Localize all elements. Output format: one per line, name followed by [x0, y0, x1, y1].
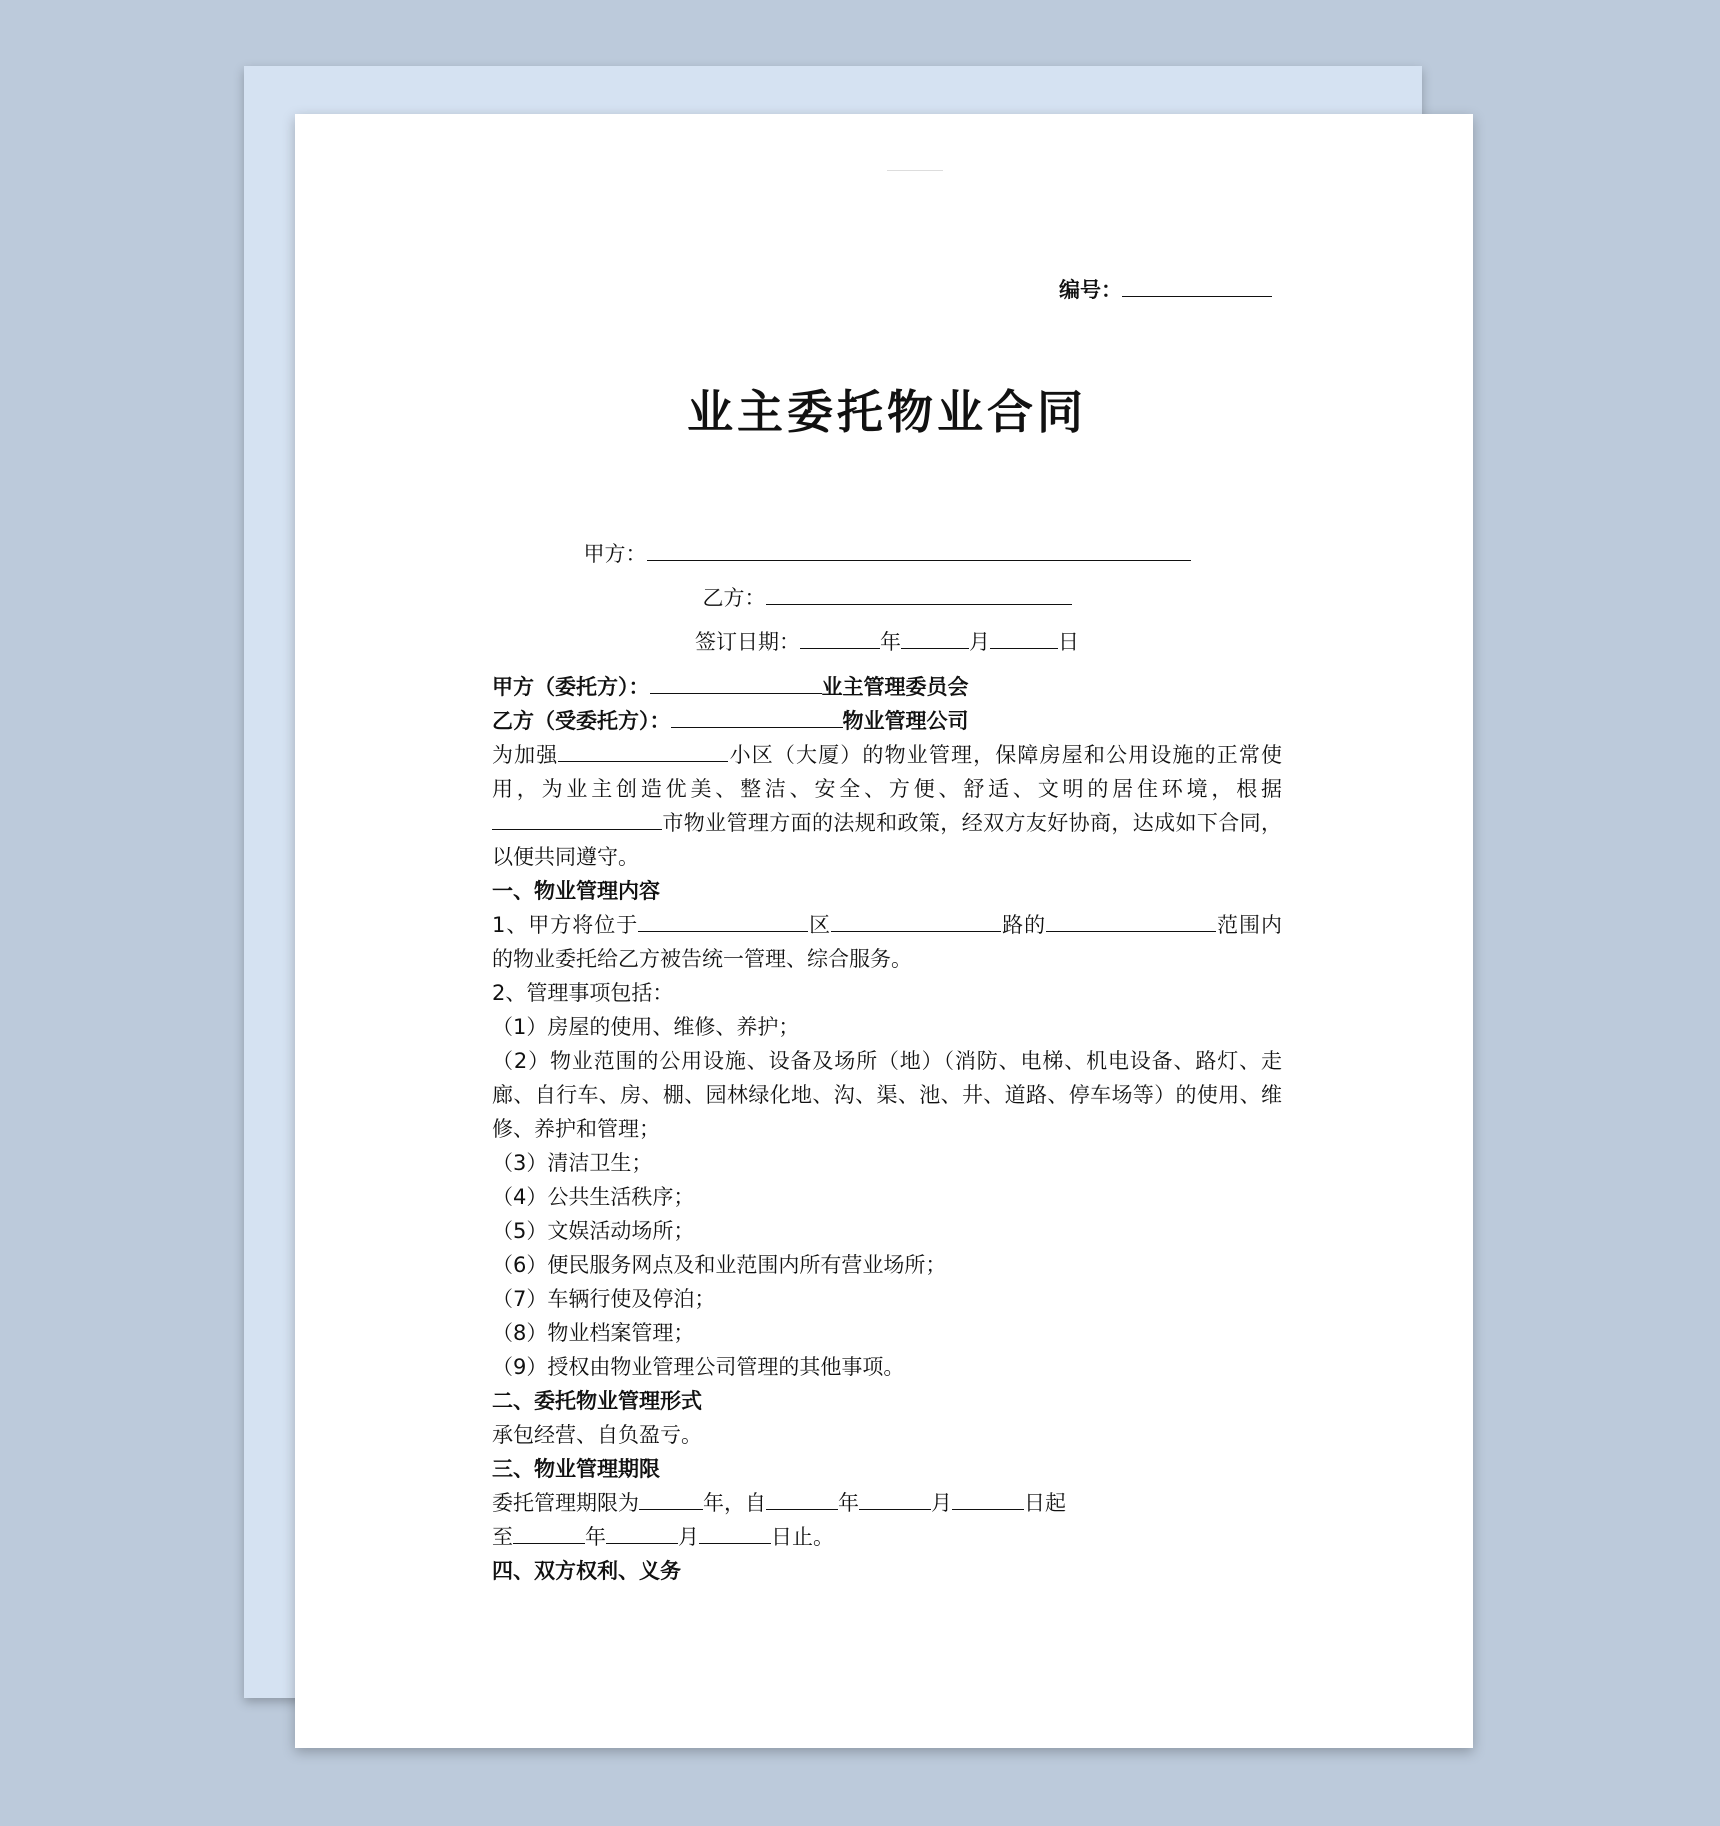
- term-text: 年: [585, 1525, 606, 1549]
- cover-party-b: [492, 582, 1282, 612]
- blank: [901, 626, 969, 649]
- blank: [492, 807, 662, 830]
- party-b-suffix: 物业管理公司: [842, 709, 969, 733]
- blank: [558, 739, 728, 762]
- matter-item: （1）房屋的使用、维修、养护；: [492, 1015, 800, 1039]
- matter-item: （9）授权由物业管理公司管理的其他事项。: [492, 1355, 905, 1379]
- party-a-line: [492, 670, 1282, 704]
- term-line-2: [492, 1520, 1282, 1554]
- blank: [699, 1521, 771, 1544]
- blank: [831, 909, 1001, 932]
- contract-number: [1059, 274, 1272, 304]
- document-title: 业主委托物业合同: [687, 385, 1087, 439]
- section-2-text: 承包经营、自负盈亏。: [492, 1423, 702, 1447]
- term-text: 至: [492, 1525, 513, 1549]
- matter-item: （3）清洁卫生；: [492, 1151, 653, 1175]
- party-b-line: [492, 704, 1282, 738]
- intro-text: 市物业管理方面的法规和政策，经双方友好协商，达成如下合同，以便共同遵守。: [492, 811, 1282, 869]
- page-mark: [887, 170, 943, 171]
- section-4-title: 四、双方权利、义务: [492, 1559, 681, 1583]
- blank: [766, 1487, 838, 1510]
- party-a-prefix: 甲方（委托方）：: [492, 675, 650, 699]
- term-text: 日止。: [771, 1525, 834, 1549]
- item-text: 区: [808, 913, 832, 937]
- day-label: 日: [1058, 630, 1079, 655]
- year-label: 年: [880, 630, 901, 655]
- party-a-suffix: 业主管理委员会: [821, 675, 969, 699]
- section-1-title: 一、物业管理内容: [492, 879, 660, 903]
- matter-item: （4）公共生活秩序；: [492, 1185, 695, 1209]
- blank: [513, 1521, 585, 1544]
- matter-item: （2）物业范围的公用设施、设备及场所（地）（消防、电梯、机电设备、路灯、走廊、自行车、房、棚、园林绿化地、沟、渠、池、井、道路、停车场等）的使用、维修、养护和管理；: [492, 1049, 1282, 1141]
- term-text: 委托管理期限为: [492, 1491, 639, 1515]
- contract-body: [492, 670, 1282, 1588]
- section-3-title: 三、物业管理期限: [492, 1457, 660, 1481]
- month-label: 月: [969, 630, 990, 655]
- blank: [639, 1487, 703, 1510]
- party-b-prefix: 乙方（受委托方）：: [492, 709, 671, 733]
- document-page: [295, 114, 1473, 1748]
- matter-item: （5）文娱活动场所；: [492, 1219, 695, 1243]
- blank: [859, 1487, 931, 1510]
- item-text: 1、甲方将位于: [492, 913, 639, 937]
- item-text: 路的: [1001, 913, 1047, 937]
- blank: [671, 705, 843, 728]
- section-1-item-1: [492, 908, 1282, 976]
- contract-number-label: 编号：: [1059, 278, 1122, 303]
- matter-item: （8）物业档案管理；: [492, 1321, 695, 1345]
- matter-item: （6）便民服务网点及和业范围内所有营业场所；: [492, 1253, 947, 1277]
- term-text: 年，自: [703, 1491, 766, 1515]
- section-1-item-2: 2、管理事项包括：: [492, 981, 674, 1005]
- matter-item: （7）车辆行使及停泊；: [492, 1287, 716, 1311]
- blank: [606, 1521, 678, 1544]
- blank: [650, 671, 822, 694]
- cover-party-b-label: 乙方：: [702, 586, 766, 611]
- cover-party-b-blank: [766, 582, 1072, 605]
- term-text: 日起: [1024, 1491, 1066, 1515]
- intro-text: 为加强: [492, 743, 559, 767]
- sign-date-label: 签订日期：: [695, 630, 800, 655]
- intro-text: 小区（大厦）的物业管理，保障房屋和公用设施的正常使用，为业主创造优美、整洁、安全、方便、舒适、文明的居住环境，根据: [492, 743, 1283, 801]
- item-text: 范围内的物业委托给乙方被告统一管理、综合服务。: [492, 913, 1283, 971]
- intro-paragraph: [492, 738, 1282, 874]
- term-line-1: [492, 1486, 1282, 1520]
- section-2-title: 二、委托物业管理形式: [492, 1389, 702, 1413]
- blank: [1046, 909, 1216, 932]
- blank: [800, 626, 880, 649]
- blank: [638, 909, 808, 932]
- term-text: 年: [838, 1491, 859, 1515]
- cover-party-a: [492, 538, 1282, 568]
- term-text: 月: [931, 1491, 952, 1515]
- blank: [952, 1487, 1024, 1510]
- cover-party-a-label: 甲方：: [583, 542, 647, 567]
- cover-sign-date: [492, 626, 1282, 656]
- contract-number-blank: [1122, 274, 1272, 297]
- term-text: 月: [678, 1525, 699, 1549]
- document-content: [492, 114, 1282, 1748]
- blank: [990, 626, 1058, 649]
- cover-party-a-blank: [647, 538, 1191, 561]
